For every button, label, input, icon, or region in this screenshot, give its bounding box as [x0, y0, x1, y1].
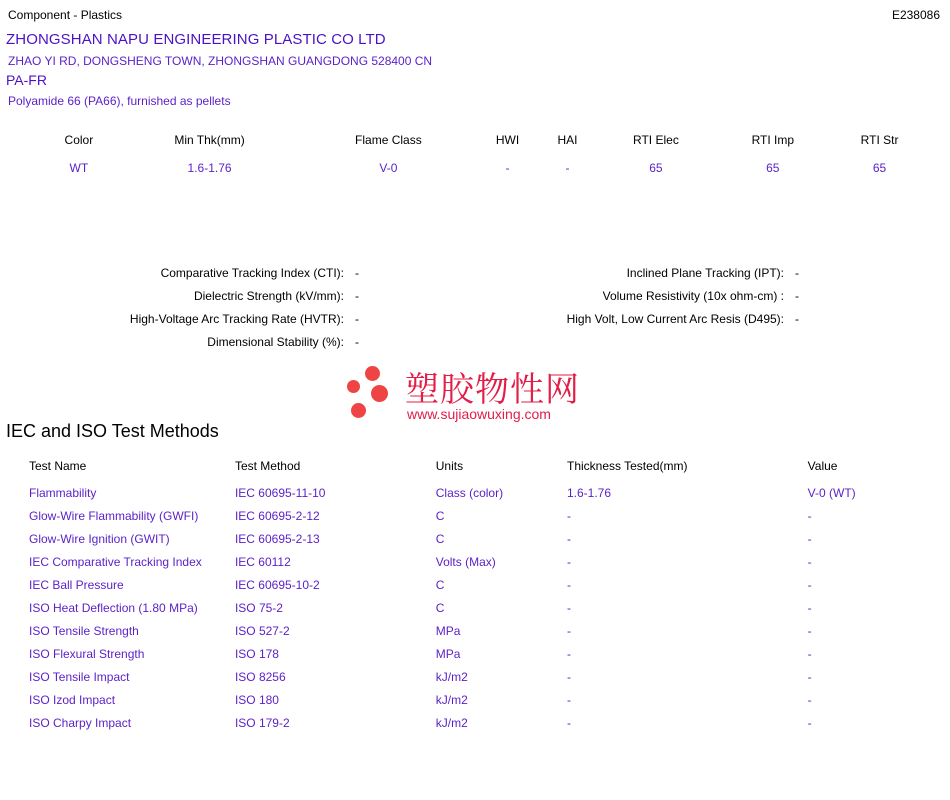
cell-test-method: ISO 178 [234, 647, 279, 661]
cell-units: C [435, 601, 445, 615]
hvtr-field [0, 312, 365, 326]
hvtr-label: High-Voltage Arc Tracking Rate (HVTR): [129, 312, 344, 326]
cell-test-method: ISO 75-2 [234, 601, 283, 615]
col-test-method: Test Method [234, 459, 301, 473]
logo-url: www.sujiaowuxing.com [407, 406, 551, 422]
cell-test-name: IEC Comparative Tracking Index [29, 555, 202, 569]
electrical-row [0, 335, 950, 349]
company-address: ZHAO YI RD, DONGSHENG TOWN, ZHONGSHAN GUANGDONG 528400 CN [8, 54, 433, 68]
watermark-logo [345, 362, 595, 428]
cell-value: - [807, 670, 812, 684]
dimensional-stability-value: - [355, 335, 359, 349]
cell-test-name: ISO Charpy Impact [29, 716, 132, 730]
electrical-row [0, 266, 950, 280]
ipt-value: - [795, 266, 799, 280]
cell-test-name: IEC Ball Pressure [29, 578, 124, 592]
col-rti-str: RTI Str [860, 133, 899, 147]
cell-test-name: Glow-Wire Flammability (GWFI) [29, 509, 199, 523]
col-value: Value [807, 459, 838, 473]
d495-label: High Volt, Low Current Arc Resis (D495): [566, 312, 784, 326]
value-hwi: - [505, 161, 510, 175]
table-row [28, 485, 928, 508]
col-rti-elec: RTI Elec [633, 133, 679, 147]
cell-thickness: - [567, 716, 571, 730]
cell-units: C [435, 509, 445, 523]
cell-value: - [807, 532, 812, 546]
logo-chinese-text: 塑胶物性网 [405, 370, 580, 410]
col-thickness-tested: Thickness Tested(mm) [567, 459, 688, 473]
table-row [28, 554, 928, 577]
cell-test-method: ISO 179-2 [234, 716, 290, 730]
hvtr-value: - [355, 312, 359, 326]
cell-value: - [807, 555, 812, 569]
col-test-name: Test Name [29, 459, 87, 473]
table-row [28, 600, 928, 623]
cell-value: V-0 (WT) [807, 486, 856, 500]
cell-thickness: - [567, 647, 571, 661]
cell-test-name: Glow-Wire Ignition (GWIT) [29, 532, 170, 546]
cell-test-method: IEC 60112 [234, 555, 291, 569]
volume-resistivity-value: - [795, 289, 799, 303]
cell-units: kJ/m2 [435, 693, 468, 707]
dielectric-strength-field [0, 289, 365, 303]
cell-units: MPa [435, 624, 461, 638]
table-row [28, 646, 928, 669]
cell-test-method: IEC 60695-2-12 [234, 509, 320, 523]
cell-thickness: - [567, 509, 571, 523]
cell-value: - [807, 716, 812, 730]
col-color: Color [64, 133, 94, 147]
cell-value: - [807, 624, 812, 638]
cell-thickness: - [567, 532, 571, 546]
value-color: WT [69, 161, 89, 175]
value-min-thk: 1.6-1.76 [187, 161, 232, 175]
table-row [28, 508, 928, 531]
cell-thickness: 1.6-1.76 [567, 486, 612, 500]
dots-icon [345, 366, 401, 424]
table-row [28, 531, 928, 554]
grade-designation: PA-FR [6, 72, 47, 88]
electrical-row [0, 289, 950, 303]
value-flame-class: V-0 [379, 161, 398, 175]
properties-header-row [40, 132, 930, 160]
material-description: Polyamide 66 (PA66), furnished as pellets [8, 94, 231, 108]
dielectric-strength-value: - [355, 289, 359, 303]
table-row [28, 577, 928, 600]
ipt-label: Inclined Plane Tracking (IPT): [626, 266, 784, 280]
cell-thickness: - [567, 578, 571, 592]
header-file-number: E238086 [891, 8, 940, 22]
ipt-field [385, 266, 805, 280]
company-name: ZHONGSHAN NAPU ENGINEERING PLASTIC CO LTD [6, 31, 386, 48]
table-row [28, 669, 928, 692]
dimensional-stability-label: Dimensional Stability (%): [207, 335, 344, 349]
iec-header-row [28, 458, 928, 485]
cell-units: Volts (Max) [435, 555, 496, 569]
value-rti-imp: 65 [766, 161, 780, 175]
cell-units: Class (color) [435, 486, 504, 500]
cell-test-name: ISO Tensile Impact [29, 670, 130, 684]
cell-test-method: ISO 527-2 [234, 624, 290, 638]
cell-test-name: ISO Heat Deflection (1.80 MPa) [29, 601, 198, 615]
cell-thickness: - [567, 670, 571, 684]
document-header [8, 8, 940, 22]
electrical-row [0, 312, 950, 326]
cti-field [0, 266, 365, 280]
col-units: Units [435, 459, 464, 473]
cell-value: - [807, 578, 812, 592]
col-rti-imp: RTI Imp [751, 133, 795, 147]
col-hwi: HWI [495, 133, 520, 147]
cti-label: Comparative Tracking Index (CTI): [160, 266, 344, 280]
cell-test-method: ISO 8256 [234, 670, 286, 684]
cti-value: - [355, 266, 359, 280]
cell-units: MPa [435, 647, 461, 661]
cell-test-method: ISO 180 [234, 693, 279, 707]
cell-value: - [807, 693, 812, 707]
cell-test-method: IEC 60695-11-10 [234, 486, 326, 500]
properties-value-row [40, 160, 930, 176]
cell-units: C [435, 578, 445, 592]
col-hai: HAI [557, 133, 578, 147]
table-row [28, 623, 928, 646]
cell-test-method: IEC 60695-10-2 [234, 578, 320, 592]
cell-units: kJ/m2 [435, 670, 468, 684]
value-rti-str: 65 [872, 161, 887, 175]
volume-resistivity-label: Volume Resistivity (10x ohm-cm) : [602, 289, 784, 303]
cell-value: - [807, 647, 812, 661]
cell-test-method: IEC 60695-2-13 [234, 532, 320, 546]
cell-test-name: Flammability [29, 486, 97, 500]
d495-field [385, 312, 805, 326]
header-category: Component - Plastics [8, 8, 123, 22]
cell-thickness: - [567, 555, 571, 569]
cell-thickness: - [567, 693, 571, 707]
cell-units: kJ/m2 [435, 716, 468, 730]
electrical-properties-block [0, 266, 950, 358]
cell-units: C [435, 532, 445, 546]
volume-resistivity-field [385, 289, 805, 303]
dielectric-strength-label: Dielectric Strength (kV/mm): [193, 289, 344, 303]
dimensional-stability-field [0, 335, 365, 349]
cell-value: - [807, 509, 812, 523]
cell-test-name: ISO Izod Impact [29, 693, 116, 707]
empty-field [385, 335, 805, 349]
iec-test-methods-table [28, 458, 928, 738]
col-flame-class: Flame Class [355, 133, 422, 147]
value-rti-elec: 65 [649, 161, 663, 175]
table-row [28, 692, 928, 715]
table-row [28, 715, 928, 738]
cell-test-name: ISO Flexural Strength [29, 647, 145, 661]
cell-thickness: - [567, 601, 571, 615]
cell-test-name: ISO Tensile Strength [29, 624, 139, 638]
cell-value: - [807, 601, 812, 615]
properties-table [40, 132, 930, 176]
cell-thickness: - [567, 624, 571, 638]
d495-value: - [795, 312, 799, 326]
col-min-thk: Min Thk(mm) [174, 133, 245, 147]
iec-section-title: IEC and ISO Test Methods [6, 421, 219, 441]
value-hai: - [565, 161, 570, 175]
